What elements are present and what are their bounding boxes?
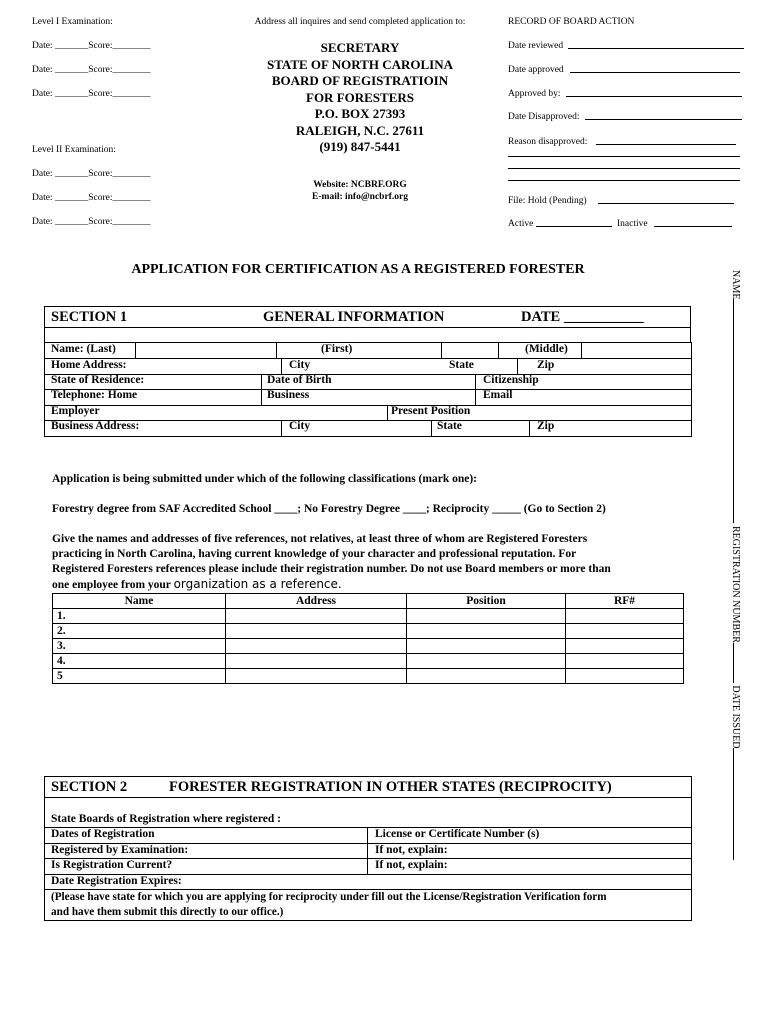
sidebar-registration-line[interactable]: [733, 643, 734, 683]
references-table: [52, 593, 684, 684]
reference-number[interactable]: 4.: [53, 654, 226, 669]
reference-number[interactable]: 5: [53, 669, 226, 684]
inactive-line[interactable]: [654, 226, 732, 227]
date-disapproved-line[interactable]: [585, 119, 742, 120]
state-boards-label[interactable]: State Boards of Registration where registered :: [51, 813, 281, 825]
registered-by-exam-label[interactable]: Registered by Examination:: [51, 844, 189, 856]
file-hold-line[interactable]: [598, 203, 734, 204]
mailing-instruction: Address all inquires and send completed application to:: [254, 17, 466, 27]
sidebar-date-issued-label: DATE ISSUED: [730, 685, 741, 749]
reference-position[interactable]: [407, 624, 566, 639]
business-zip-label[interactable]: Zip: [537, 420, 555, 432]
date-approved-label: Date approved: [508, 65, 564, 75]
approved-by-label: Approved by:: [508, 89, 561, 99]
name-middle-label: (Middle): [525, 343, 568, 355]
date-expires-label[interactable]: Date Registration Expires:: [51, 875, 182, 887]
board-action-title: RECORD OF BOARD ACTION: [508, 17, 635, 27]
name-last-label: Name: (Last): [51, 343, 116, 355]
reference-address[interactable]: [226, 609, 407, 624]
reference-position[interactable]: [407, 639, 566, 654]
if-not-explain-2[interactable]: If not, explain:: [375, 859, 448, 871]
section1-divider: [45, 327, 690, 328]
table-header-row: [53, 594, 684, 609]
address-line-3: BOARD OF REGISTRATIOIN: [271, 73, 449, 88]
cell-divider: [281, 359, 282, 374]
dates-registration-label[interactable]: Dates of Registration: [51, 828, 155, 840]
section2-label: SECTION 2: [51, 779, 128, 795]
reason-disapproved-label: Reason disapproved:: [508, 137, 588, 147]
date-approved-line[interactable]: [570, 72, 740, 73]
reciprocity-note-line-2: and have them submit this directly to our office.): [51, 906, 284, 918]
level2-row-3[interactable]: Date: _______Score:________: [32, 217, 151, 227]
sidebar-registration-label: REGISTRATION NUMBER: [730, 525, 741, 643]
reference-address[interactable]: [226, 669, 407, 684]
cell-divider: [367, 827, 368, 874]
is-current-label[interactable]: Is Registration Current?: [51, 859, 173, 871]
cell-divider: [431, 420, 432, 436]
reference-rf[interactable]: [566, 669, 684, 684]
references-line-2: practicing in North Carolina, having current knowledge of your character and professional reputation. For: [52, 548, 577, 560]
reference-number[interactable]: 1.: [53, 609, 226, 624]
employer-label[interactable]: Employer: [51, 405, 100, 417]
application-title: APPLICATION FOR CERTIFICATION AS A REGISTERED FORESTER: [131, 262, 585, 277]
business-city-label[interactable]: City: [289, 420, 311, 432]
level1-row-2[interactable]: Date: _______Score:________: [32, 65, 151, 75]
cell-divider: [529, 420, 530, 436]
level2-label: Level II Examination:: [32, 145, 116, 155]
license-number-label[interactable]: License or Certificate Number (s): [375, 828, 540, 840]
present-position-label[interactable]: Present Position: [391, 405, 471, 417]
date-disapproved-label: Date Disapproved:: [508, 112, 580, 122]
section1-header: [44, 306, 691, 343]
if-not-explain-1[interactable]: If not, explain:: [375, 844, 448, 856]
file-hold-label: File: Hold (Pending): [508, 196, 587, 206]
row-line: [45, 358, 691, 359]
reason-line-3[interactable]: [508, 168, 740, 169]
cell-divider: [387, 405, 388, 420]
dob-label[interactable]: Date of Birth: [267, 374, 332, 386]
inactive-label: Inactive: [617, 219, 648, 229]
approved-by-line[interactable]: [566, 96, 742, 97]
reference-position[interactable]: [407, 669, 566, 684]
classification-options[interactable]: Forestry degree from SAF Accredited School ____; No Forestry Degree ____; Reciprocity _____ (Go to Section 2): [52, 503, 606, 515]
reference-position[interactable]: [407, 654, 566, 669]
sidebar-name-label: NAME: [730, 270, 741, 300]
date-reviewed-label: Date reviewed: [508, 41, 564, 51]
section2-box: [44, 776, 692, 921]
references-line-4: [52, 577, 342, 593]
column-header-address: Address: [226, 594, 407, 609]
sidebar-date-issued-line[interactable]: [733, 748, 734, 860]
address-line-5: P.O. BOX 27393: [314, 106, 406, 121]
address-line-1: SECRETARY: [320, 40, 400, 55]
name-last-field[interactable]: [135, 343, 277, 358]
citizenship-label[interactable]: Citizenship: [483, 374, 539, 386]
references-line-3: Registered Foresters references please include their registration number. Do not use Board members or more than: [52, 563, 611, 575]
active-line[interactable]: [536, 226, 612, 227]
business-address-label[interactable]: Business Address:: [51, 420, 140, 432]
section1-label: SECTION 1: [51, 309, 128, 325]
business-phone-label[interactable]: Business: [267, 389, 310, 401]
reason-line-4[interactable]: [508, 180, 740, 181]
website[interactable]: Website: NCBRF.ORG: [313, 180, 407, 190]
level2-row-2[interactable]: Date: _______Score:________: [32, 193, 151, 203]
reference-rf[interactable]: [566, 639, 684, 654]
sidebar-name-line[interactable]: [733, 299, 734, 523]
active-label: Active: [508, 219, 534, 229]
row-line: [45, 420, 691, 421]
table-row[interactable]: [53, 609, 684, 624]
classification-question: Application is being submitted under which of the following classifications (mark one):: [52, 473, 477, 485]
email-label[interactable]: Email: [483, 389, 513, 401]
address-line-4: FOR FORESTERS: [306, 89, 414, 105]
section1-heading: GENERAL INFORMATION: [263, 309, 445, 325]
table-row[interactable]: [53, 669, 684, 684]
column-header-name: Name: [53, 594, 226, 609]
table-row[interactable]: [53, 624, 684, 639]
section1-form: [44, 342, 692, 437]
section1-date[interactable]: DATE ___________: [521, 309, 644, 325]
name-middle-field[interactable]: [581, 343, 582, 358]
date-reviewed-line[interactable]: [568, 48, 744, 49]
reason-line-2[interactable]: [508, 156, 740, 157]
reason-disapproved-line[interactable]: [596, 144, 736, 145]
reference-rf[interactable]: [566, 609, 684, 624]
home-address-label: Home Address:: [51, 359, 127, 371]
reference-number[interactable]: 2.: [53, 624, 226, 639]
references-line-4-bold: one employee from your: [52, 579, 174, 591]
table-row[interactable]: [53, 654, 684, 669]
reference-rf[interactable]: [566, 624, 684, 639]
reference-rf[interactable]: [566, 654, 684, 669]
business-state-label[interactable]: State: [437, 420, 462, 432]
telephone-home-label[interactable]: Telephone: Home: [51, 389, 138, 401]
section2-divider: [45, 797, 691, 798]
section2-heading: FORESTER REGISTRATION IN OTHER STATES (RECIPROCITY): [169, 779, 612, 795]
reference-address[interactable]: [226, 624, 407, 639]
cell-divider: [475, 374, 476, 405]
home-state-label[interactable]: State: [449, 359, 474, 371]
reference-number[interactable]: 3.: [53, 639, 226, 654]
office-sidebar: [730, 270, 741, 860]
reciprocity-note: [51, 890, 607, 920]
reciprocity-note-line-1: (Please have state for which you are applying for reciprocity under fill out the License/Registration Verification form: [51, 891, 607, 903]
name-first-field[interactable]: [441, 343, 499, 358]
column-header-position: Position: [407, 594, 566, 609]
name-first-label: (First): [321, 343, 353, 355]
cell-divider: [281, 420, 282, 436]
address-line-2: STATE OF NORTH CAROLINA: [266, 56, 454, 72]
address-line-6: RALEIGH, N.C. 27611: [295, 122, 425, 138]
email-address[interactable]: E-mail: info@ncbrf.org: [312, 192, 408, 202]
level2-row-1[interactable]: Date: _______Score:________: [32, 169, 151, 179]
cell-divider: [517, 359, 518, 374]
address-line-7: (919) 847-5441: [319, 139, 401, 154]
reference-position[interactable]: [407, 609, 566, 624]
cell-divider: [261, 374, 262, 405]
state-residence-label[interactable]: State of Residence:: [51, 374, 145, 386]
table-row[interactable]: [53, 639, 684, 654]
level1-label: Level I Examination:: [32, 17, 113, 27]
level1-row-1[interactable]: Date: _______Score:________: [32, 41, 151, 51]
home-zip-label[interactable]: Zip: [537, 359, 555, 371]
row-line: [45, 405, 691, 406]
mailing-address: [230, 40, 490, 156]
references-line-4-normal: organization as a reference.: [173, 577, 342, 591]
references-line-1: Give the names and addresses of five references, not relatives, at least three of whom are Registered Foresters: [52, 533, 588, 545]
home-city-label[interactable]: City: [289, 359, 311, 371]
level1-row-3[interactable]: Date: _______Score:________: [32, 89, 151, 99]
column-header-rf: RF#: [566, 594, 684, 609]
row-line: [45, 389, 691, 390]
reference-address[interactable]: [226, 654, 407, 669]
reference-address[interactable]: [226, 639, 407, 654]
